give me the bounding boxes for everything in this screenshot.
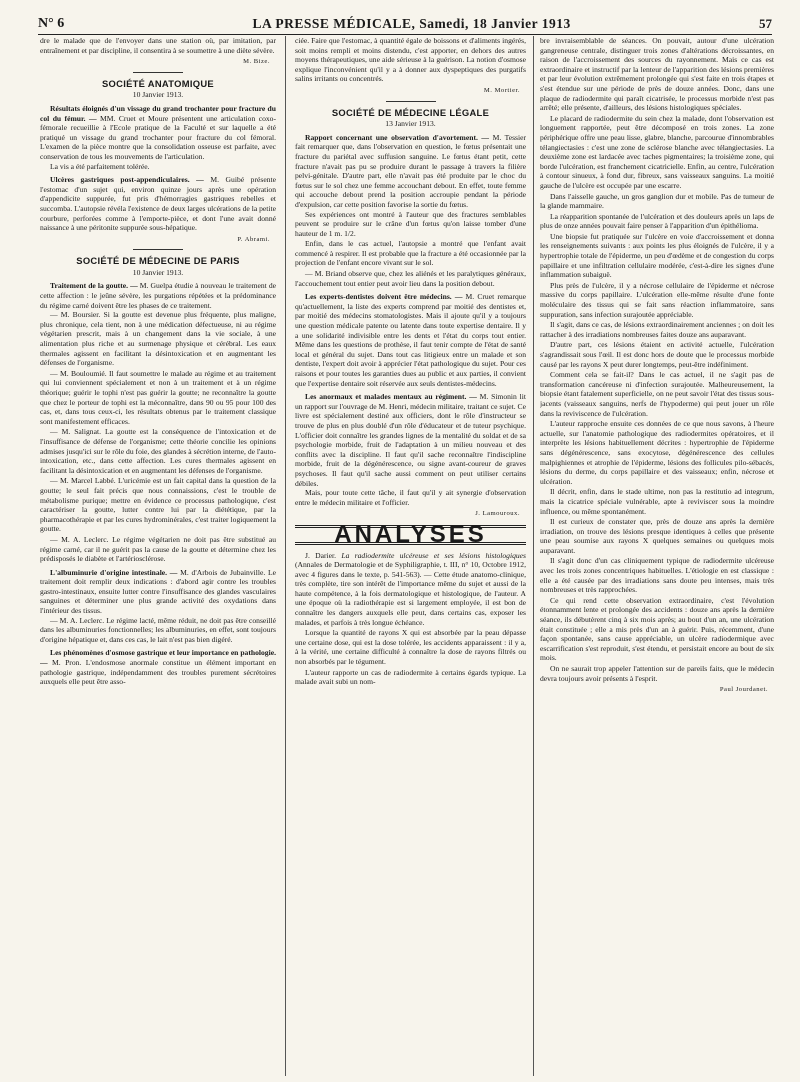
paragraph: Il s'agit donc d'un cas cliniquement typique de radiodermite ulcéreuse avec les trois zones concentriques habituelles. L'étiologie en est classique : elle a été causée par des irradiations sans doute peu intenses, mais très nombreuses et très rapprochées. bbox=[540, 556, 774, 595]
article bbox=[40, 175, 276, 233]
article-text: M. Pron. L'endosmose anormale constitue un élément important en pathologie gastrique, indépendamment des troubles purement sécrétoires auxquels elle peut être asso- bbox=[40, 658, 276, 687]
paragraph: — M. Boursier. Si la goutte est devenue plus fréquente, plus maligne, plus chronique, cela tient, non à une médication défectueuse, ni au régime végétarien prescrit, mais à un changement dans la vie sociale, à une alimentation plus riche et au surmenage physique et cérébral. Les eaux thermales agissent en facilitant la désintoxication et en augmentant les défenses de l'organisme. bbox=[40, 310, 276, 368]
article bbox=[40, 281, 276, 310]
paragraph: L'auteur rapproche ensuite ces données de ce que nous savons, à l'heure actuelle, sur l'anatomie pathologique des radiodermites opératoires, et il interprète les lésions habituellement décrites : hypertrophie de l'épiderme sans dégénérescence, sans exocytose, dégénérescence des cellules malpighiennes et atrophie de l'épiderme, lésions des follicules pilo-sébacés, lésions du derme, du corps papillaire et des vaisseaux; enfin, nécrose et ulcération. bbox=[540, 419, 774, 486]
section-date: 10 Janvier 1913. bbox=[132, 90, 184, 100]
separator bbox=[133, 72, 183, 73]
article-text: M. Guelpa étudie à nouveau le traitement de cette affection : le jeûne sévère, les purgations répétées et la prédominance du régime carné doivent être les phases de ce traitement. bbox=[40, 281, 276, 310]
paragraph: Une biopsie fut pratiquée sur l'ulcère en voie d'accroissement et donna les renseignements suivants : aux points les plus éloignés de l'ulcère, il y a hypertrophie totale de l'épiderme, un peu d'œdème et de congestion du corps papillaire et une infiltration cellulaire modérée, c'est-à-dire les signes d'une inflammation subaiguë. bbox=[540, 231, 774, 280]
paragraph: Il s'agit, dans ce cas, de lésions extraordinairement anciennes ; on doit les rattacher à des irradiations nombreuses faites douze ans auparavant. bbox=[540, 320, 774, 339]
section-title: SOCIÉTÉ ANATOMIQUE bbox=[101, 77, 214, 89]
article-text: (Annales de Dermatologie et de Syphiligraphie, t. III, n° 10, Octobre 1912, avec 4 figures dans le texte, p. 541-563). — Cette étude anatomo-clinique, très complète, tire son intérêt de l'importance même du sujet et aussi de la haute compétence, à la fois dermatologique et histologique, de l'auteur. A une époque où la radiothérapie est si largement employée, il est bon de connaître les dangers auxquels elle peut, dans certains cas, exposer les malades, et parfois à très longue échéance. bbox=[295, 560, 526, 627]
signature: J. Lamouroux. bbox=[475, 510, 520, 518]
article-text: MM. Cruet et Moure présentent une articulation coxo-fémorale recueillie à l'Ecole pratique de la Faculté et sur laquelle a été pratiqué un vissage du grand trochanter pour fracture du col fémoral. L'examen de la pièce montre que la consolidation osseuse est parfaite, avec conservation de tous les mouvements de l'articulation. bbox=[40, 113, 276, 161]
section-title: SOCIÉTÉ DE MÉDECINE LÉGALE bbox=[331, 106, 490, 118]
paragraph: Il est curieux de constater que, près de douze ans après la dernière irradiation, on trouve des lésions presque identiques à celles que présente une peau soumise aux rayons X quelques semaines ou quelques mois auparavant. bbox=[540, 517, 774, 555]
article-heading: Traitement de la goutte. — bbox=[50, 281, 138, 291]
article-title: La radiodermite ulcéreuse et ses lésions histologiques bbox=[341, 550, 526, 560]
column-divider bbox=[285, 36, 286, 1076]
paragraph: Enfin, dans le cas actuel, l'autopsie a montré que l'enfant avait commencé à respirer. Il est probable que la fracture a été occasionnée par la projection de l'enfant encore vivant sur le sol. bbox=[295, 239, 526, 268]
paragraph: — M. Salignat. La goutte est la conséquence de l'intoxication et de l'insuffisance de défense de l'organisme; cette théorie concilie les opinions admises jusqu'ici sur le rôle du foie, des glandes à sécrétion interne, de l'auto-intoxication, etc., dans cette affection. Les cures thermales agissent en facilitant la désintoxication et en augmentant les défenses de l'organisme. bbox=[40, 427, 276, 475]
page-number: 57 bbox=[758, 16, 772, 31]
paragraph: Il décrit, enfin, dans le stade ultime, non pas la restitutio ad integrum, mais la cicatrice spéciale vulnérable, apte à reviviscer sous la moindre influence, ou même spontanément. bbox=[540, 487, 774, 516]
article-text: M. d'Arbois de Jubainville. Le traitement doit remplir deux indications : d'abord agir contre les troubles gastro-intestinaux, ensuite lutter contre l'insuffisance des glandes vasculaires sanguines et déterminer une plus grande activité des oxydations dans l'intérieur des tissus. bbox=[40, 567, 276, 616]
paragraph: bre invraisemblable de séances. On pouvait, autour d'une ulcération gangreneuse centrale, distinguer trois zones d'altérations décroissantes, en raison de l'accroissement des sources du rayonnement. Mais ce cas est extraordinaire et instructif par la lenteur de l'apparition des lésions premières et par leur évolution extrêmement prolongée qui s'est faite en trois étapes et s'est étendue sur une période de près de douze années. Donc, dans une plaque de radiodermite qui paraît cicatrisée, le processus morbide n'est pas arrêté; elle présente, d'ailleurs, des lésions histologiques spéciales. bbox=[540, 36, 774, 113]
article bbox=[295, 133, 526, 210]
paragraph: La réapparition spontanée de l'ulcération et des douleurs après un laps de plus de onze années pouvait faire penser à l'apparition d'un épithélioma. bbox=[540, 211, 774, 231]
article bbox=[40, 648, 276, 686]
analyses-banner: ANALYSES bbox=[295, 525, 526, 545]
paragraph: — M. Briand observe que, chez les aliénés et les paralytiques généraux, l'accouchement tout entier peut avoir lieu dans la position debout. bbox=[295, 269, 526, 288]
article-heading: Les experts-dentistes doivent être médecins. — bbox=[305, 292, 463, 302]
paragraph: Comment cela se fait-il? Dans le cas actuel, il ne s'agit pas de transformation cancéreuse ni d'infection surajoutée. Malheureusement, la biopsie étant fatalement superficielle, on ne peut savoir l'état des tissus sous-jacents (vaisseaux sanguins, nerfs de l'hypoderme) qui peut jouer un rôle dans la reviviscence de l'ulcération. bbox=[540, 370, 774, 418]
column-divider bbox=[533, 36, 534, 1076]
article bbox=[295, 551, 526, 628]
paragraph: Le placard de radiodermite du sein chez la malade, dont l'observation est longuement rapportée, peut être décomposé en trois zones. La zone périphérique offre une peau lisse, glabre, blanche, parcourue d'innombrables télangiectasies : c'est une zone de sclérose blanche avec télangiectasies. La deuxième zone est lardacée avec taches pigmentaires; la troisième zone, qui borde l'ulcération, est franchement cicatricielle. Enfin, au centre, l'ulcération à contour sinueux, à fond dur, fibreux, sans vaisseaux sanguins. La moitié gauche de l'ulcère est occupée par une escarre. bbox=[540, 113, 774, 190]
article bbox=[295, 292, 526, 388]
paragraph: — M. Marcel Labbé. L'uricémie est un fait capital dans la question de la goutte; le seul fait précis que nous connaissions, c'est le trouble de métabolisme purique; mettre en évidence ce processus pathologique, c'est caractériser la goutte, lutter contre lui par la diététique, par la pharmacothérapie et par les cures hydrominérales, c'est traiter logiquement la goutte. bbox=[40, 476, 276, 534]
article-heading: Ulcères gastriques post-appendiculaires. — bbox=[50, 175, 204, 185]
paragraph: L'auteur rapporte un cas de radiodermite à certains égards typique. La malade avait subi un nom- bbox=[295, 667, 526, 687]
journal-title: LA PRESSE MÉDICALE, Samedi, 18 Janvier 1913 bbox=[252, 16, 571, 31]
separator bbox=[386, 101, 436, 102]
article-heading: L'albuminurie d'origine intestinale. — bbox=[50, 567, 178, 577]
paragraph: Plus près de l'ulcère, il y a nécrose cellulaire de l'épiderme et nécrose massive du corps papillaire. L'ulcération elle-même résulte d'une fonte moléculaire des tissus qui se fait sans réaction inflammatoire, sans suppuration, sans infection surajoutée appréciable. bbox=[540, 280, 774, 319]
column-1 bbox=[40, 36, 276, 1076]
paragraph: Ce qui rend cette observation extraordinaire, c'est l'évolution étonnamment lente et prolongée des accidents : douze ans après la dernière séance, ils débutèrent cinq à six mois après; au bout d'un an, une ulcération était constituée ; elle a mis près d'un an à guérir. Puis, récemment, d'une façon spontanée, sans cause appréciable, un ulcère radiodermique avec escarrification s'est reproduit, s'est étendu, et persistait encore au bout de six mois. bbox=[540, 595, 774, 663]
article-heading: Rapport concernant une observation d'avortement. — bbox=[305, 132, 490, 142]
section-date: 10 Janvier 1913. bbox=[132, 267, 184, 277]
paragraph: Lorsque la quantité de rayons X qui est absorbée par la peau dépasse une certaine dose, qui est la dose tolérée, les accidents apparaissent : il y a, à la vérité, une certaine difficulté à connaître la dose de rayons filtrés ou non absorbés par le tégument. bbox=[295, 628, 526, 667]
paragraph: ciée. Faire que l'estomac, à quantité égale de boissons et d'aliments ingérés, soit moins rempli et moins distendu, c'est apporter, en dehors des autres moyens thérapeutiques, une aide sérieuse à la guérison. La notion d'osmose explique l'inconvénient qu'il y a à donner aux dyspeptiques des purgatifs salins irritants ou concentrés. bbox=[295, 36, 526, 84]
column-3 bbox=[540, 36, 774, 1076]
author-name: J. Darier. bbox=[305, 550, 337, 560]
column-2 bbox=[295, 36, 526, 1076]
article-text: M. Cruet remarque qu'actuellement, la liste des experts comprend par moitié des dentistes et, par moitié des médecins stomatologistes. Mais il ajoute qu'il y a toujours une question médicale patente ou latente dans toute expertise dentaire. Il y a une solidarité indivisible entre les dents et l'état du corps tout entier. Même dans les questions de prothèse, il faut tenir compte de l'état de santé local et général du sujet. Dans tout cas litigieux entre un malade et son dentiste, l'expert doit avoir à apprécier l'état pathologique du sujet. Pour ces raisons et pour toutes les garanties dues au public et aux parties, il convient que l'expertise dentaire soit réservée aux seuls dentistes-médecins. bbox=[295, 292, 526, 388]
issue-number: N° 6 bbox=[38, 16, 65, 31]
section-title: SOCIÉTÉ DE MÉDECINE DE PARIS bbox=[76, 255, 240, 267]
paragraph: On ne saurait trop appeler l'attention sur de pareils faits, que le médecin devra toujours avoir présents à l'esprit. bbox=[540, 664, 774, 683]
paragraph: Dans l'aisselle gauche, un gros ganglion dur et mobile. Pas de tumeur de la glande mammaire. bbox=[540, 191, 774, 211]
article bbox=[295, 392, 526, 488]
paragraph: — M. A. Leclerc. Le régime lacté, même réduit, ne doit pas être conseillé dans les albuminuries fonctionnelles; les albuminuries, en effet, sont toujours d'origine hépatique et, dans ces cas, le lait n'est pas bien digéré. bbox=[40, 615, 276, 644]
article-heading: Les phénomènes d'osmose gastrique et leur importance en pathologie. — bbox=[40, 648, 276, 668]
paragraph: Mais, pour toute cette tâche, il faut qu'il y ait synergie d'observation entre le médecin militaire et l'officier. bbox=[295, 488, 526, 507]
article-heading: Les anormaux et malades mentaux au régiment. — bbox=[305, 392, 477, 402]
signature: M. Bize. bbox=[243, 58, 270, 66]
article-text: M. Simonin lit un rapport sur l'ouvrage de M. Henri, médecin militaire, traitant ce sujet. Ce livre est spécialement destiné aux officiers, dont le rôle d'instructeur se trouve de plus en plus doublé d'un rôle d'éducateur et de tuteur psychique. L'officier doit connaître les grandes lignes de la mentalité du soldat et de sa psychologie morbide, fruit de l'adaptation à un milieu nouveau et des conflits avec la discipline. Il faut qu'il sache reconnaître l'indiscipline morbide, fruit de la dégénérescence, ou signe avant-coureur de graves psychoses. Il faut qu'il sache aussi comment on peut utiliser certains débiles. bbox=[295, 392, 526, 488]
signature: M. Mortier. bbox=[483, 86, 520, 94]
paragraph: — M. A. Leclerc. Le régime végétarien ne doit pas être substitué au régime carné, car il ne guérit pas la cause de la goutte et détermine chez les prédisposés le diabète et l'artériosclérose. bbox=[40, 534, 276, 564]
paragraph: Ses expériences ont montré à l'auteur que des fractures semblables peuvent se produire sur le crâne d'un fœtus qu'on laisse tomber d'une hauteur de 1 m. 1/2. bbox=[295, 209, 526, 238]
separator bbox=[133, 249, 183, 250]
paragraph: La vis a été parfaitement tolérée. bbox=[50, 161, 150, 171]
article bbox=[40, 104, 276, 162]
paragraph: D'autre part, ces lésions étaient en activité actuelle, l'ulcération s'agrandissait sous l'œil. Il est donc hors de doute que le processus morbide causé par les rayons X peut durer longtemps, peut-être indéfiniment. bbox=[540, 340, 774, 369]
section-date: 13 Janvier 1913. bbox=[385, 119, 436, 129]
article-text: M. Tessier fait remarquer que, dans l'observation en question, le fœtus présentait une fracture du pariétal avec suffusion sanguine. Le fœtus étant petit, cette fracture n'avait pas pu se produire durant le passage à travers la filière pelvi-génitale. D'autre part, elle n'avait pas été produite par le choc du fœtus sur le sol chez une femme accouchant debout. En effet, toute femme qui accouche debout prend la position accroupie pendant la période d'expulsion, car cette position favorise la sortie du fœtus. bbox=[295, 132, 526, 209]
signature: Paul Jourdanet. bbox=[719, 686, 768, 694]
article-text: M. Guibé présente l'estomac d'un sujet qui, environ quinze jours après une opération d'appendicite suppurée, fut pris d'hémorragies gastriques rebelles et succomba. L'autopsie révéla l'existence de deux larges ulcérations de la petite courbure, perforées comme à l'emporte-pièce, et dont l'une avait donné naissance à une péritonite suppurée sous-hépatique. bbox=[40, 175, 276, 233]
article-heading: Résultats éloignés d'un vissage du grand trochanter pour fracture du col du fémur. — bbox=[40, 103, 276, 123]
signature: P. Abrami. bbox=[237, 235, 270, 243]
page-header bbox=[38, 6, 772, 35]
article bbox=[40, 568, 276, 616]
paragraph: dre le malade que de l'envoyer dans une station où, par imitation, par entraînement et par discipline, il consentira à se soumettre à une diète sévère. bbox=[40, 36, 276, 55]
paragraph: — M. Bouloumié. Il faut soumettre le malade au régime et au traitement qui lui conviennent spécialement et non à un traitement et à un régime théorique; guérir le tophi n'est pas guérir la goutte; ne reconnaître la goutte que chez le porteur de tophi est la méconnaître, dans 90 ou 95 pour 100 des cas, et, dans tous ceux-ci, les résultats obtenus par le traitement classique sont manifestement efficaces. bbox=[40, 368, 276, 426]
